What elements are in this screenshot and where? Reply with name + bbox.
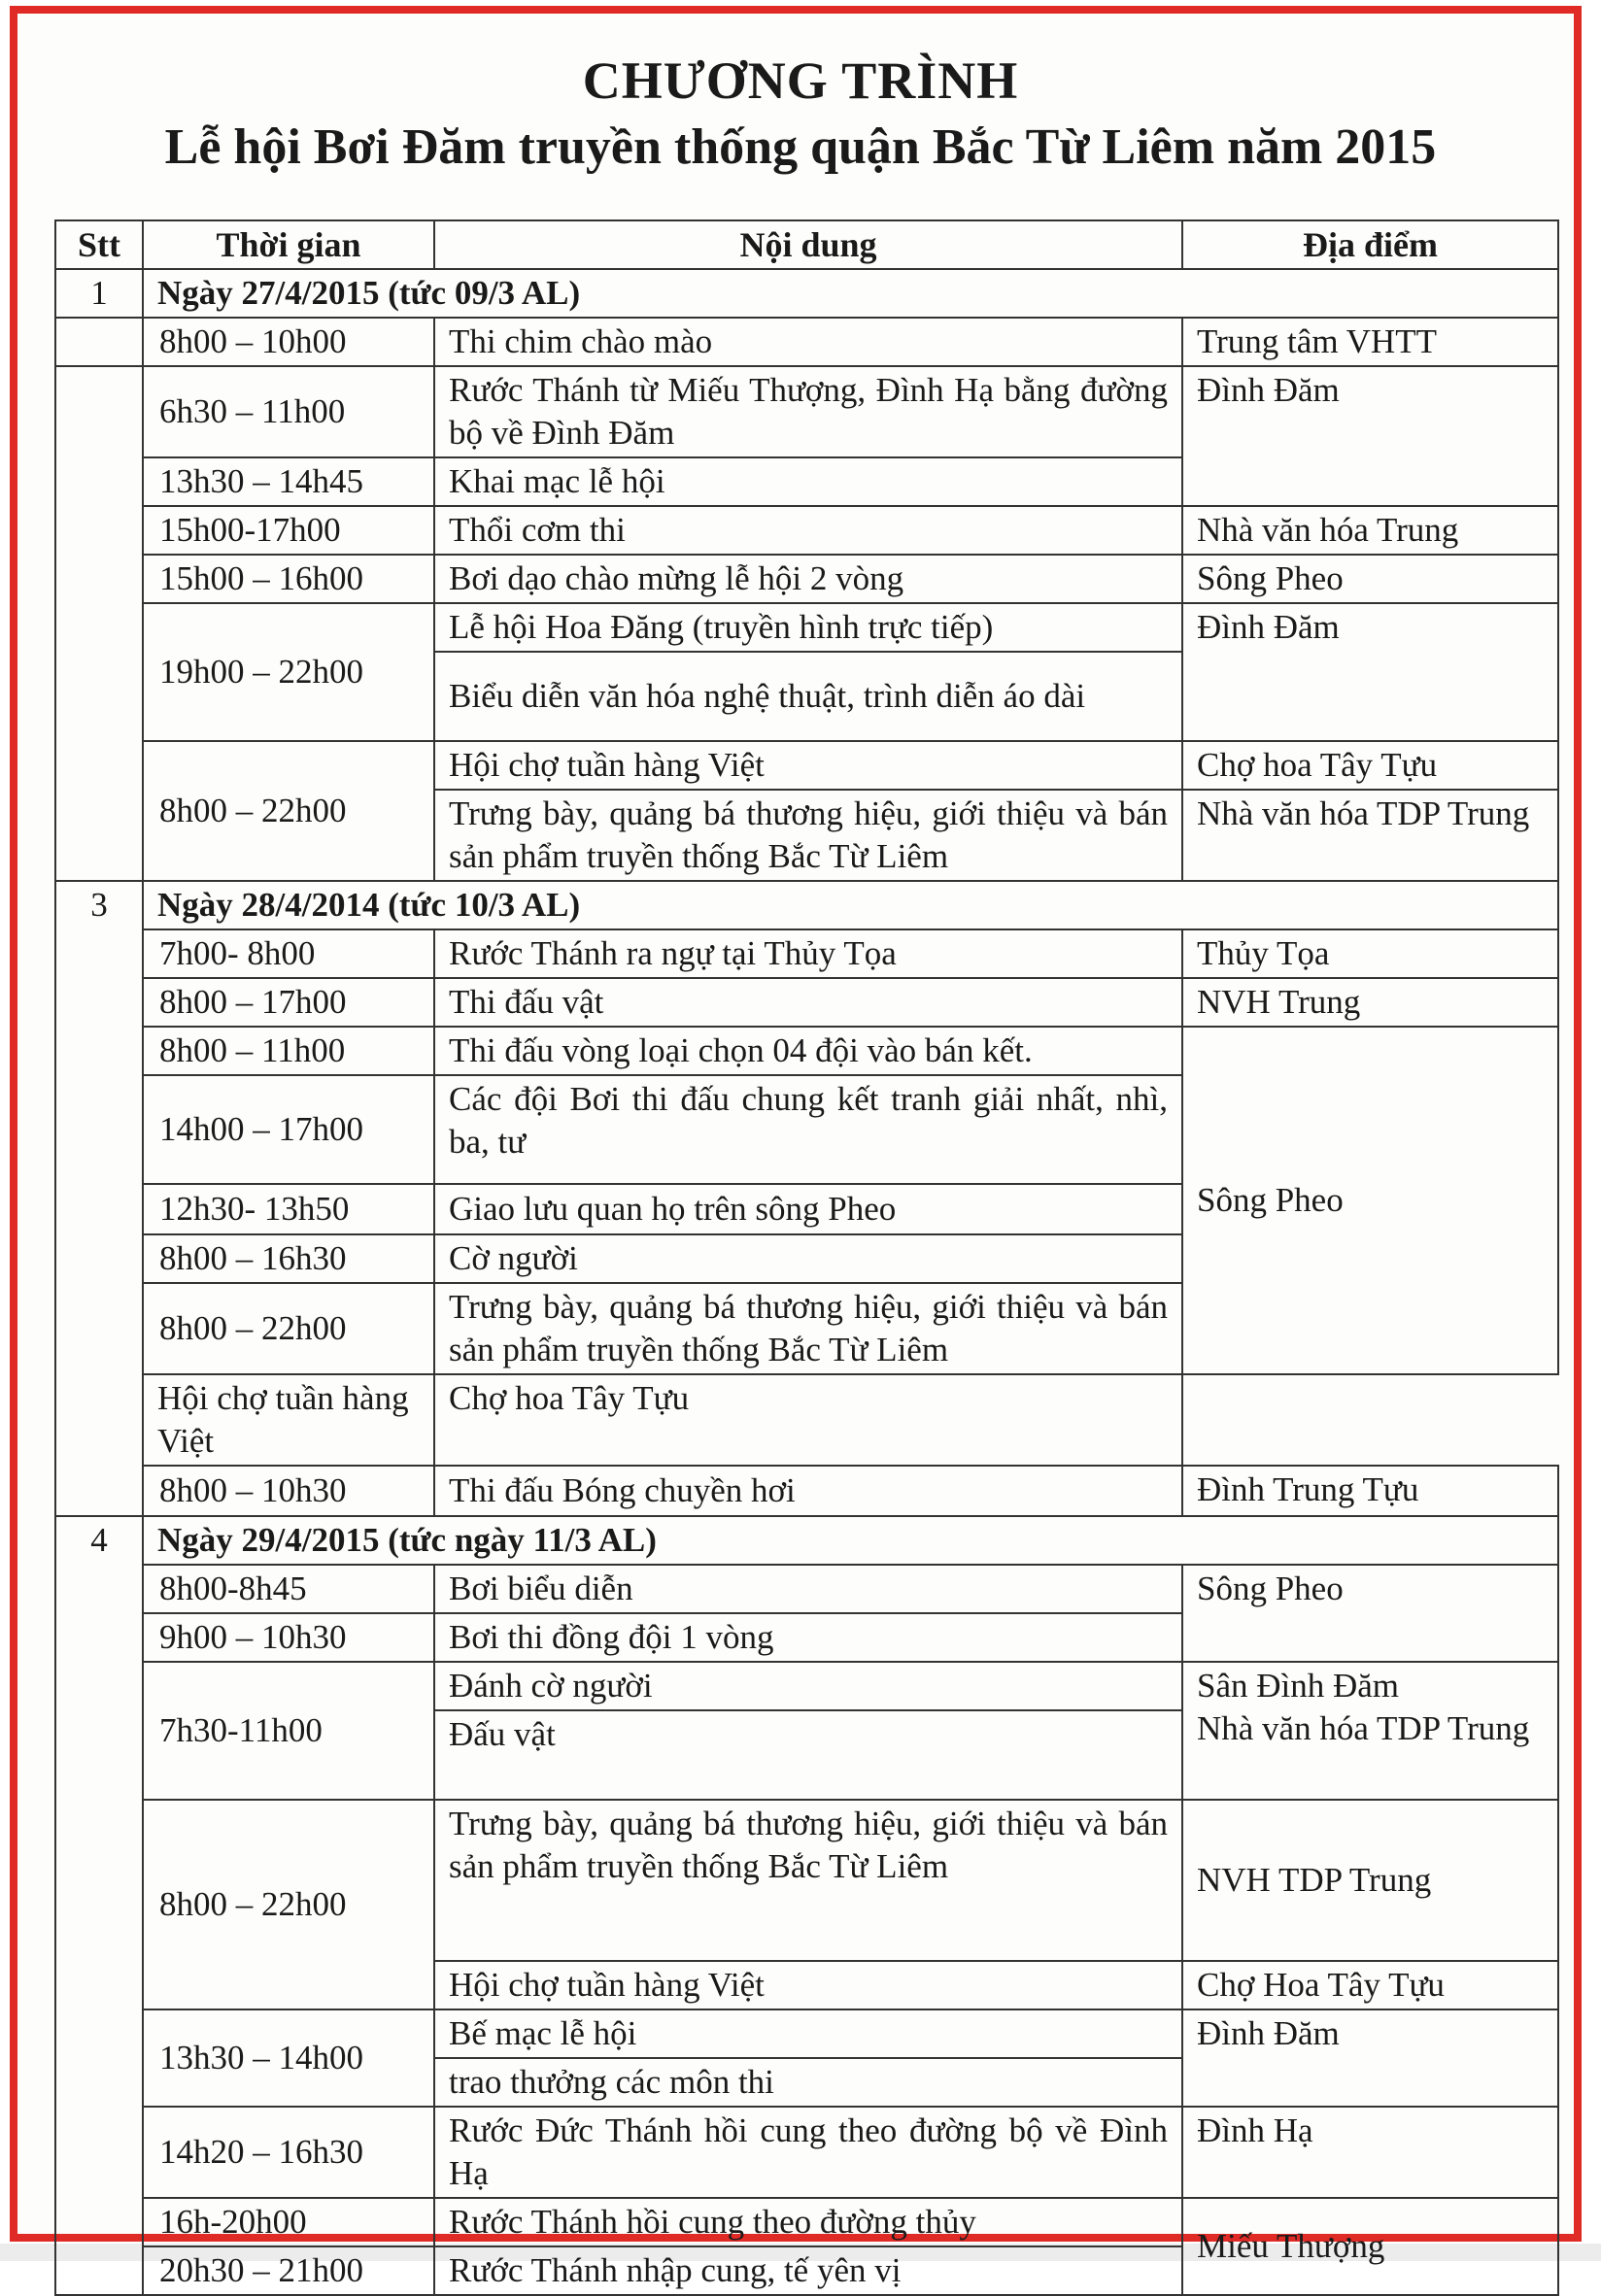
content-cell: Rước Thánh nhập cung, tế yên vị [434, 2246, 1182, 2295]
table-row [55, 1565, 1558, 1613]
content-cell: Khai mạc lễ hội [434, 457, 1182, 506]
content-cell: Lễ hội Hoa Đăng (truyền hình trực tiếp) [434, 603, 1182, 652]
time-cell: 8h00 – 16h30 [143, 1234, 434, 1283]
content-cell: Biểu diễn văn hóa nghệ thuật, trình diễn áo dài [434, 652, 1182, 741]
content-cell: trao thưởng các môn thi [434, 2058, 1182, 2107]
place-cell [1182, 1662, 1558, 1800]
time-cell: 9h00 – 10h30 [143, 1613, 434, 1662]
time-cell: 20h30 – 21h00 [143, 2246, 434, 2295]
table-row [55, 1374, 1558, 1466]
place-cell: Sông Pheo [1182, 1565, 1558, 1662]
content-cell: Rước Thánh ra ngự tại Thủy Tọa [434, 929, 1182, 978]
content-cell: Thi đấu vật [434, 978, 1182, 1027]
table-row [55, 318, 1558, 366]
place-line: Nhà văn hóa TDP Trung [1197, 1709, 1530, 1747]
place-cell: Sông Pheo [1182, 1027, 1558, 1374]
day-row [55, 881, 1558, 929]
place-cell: Chợ hoa Tây Tựu [1182, 741, 1558, 790]
header-place: Địa điểm [1182, 220, 1558, 269]
place-cell: Đình Hạ [1182, 2107, 1558, 2198]
content-cell: Rước Thánh từ Miếu Thượng, Đình Hạ bằng đường bộ về Đình Đăm [434, 366, 1182, 457]
place-cell: Đình Đăm [1182, 603, 1558, 741]
content-cell: Bơi thi đồng đội 1 vòng [434, 1613, 1182, 1662]
content-cell: Rước Thánh hồi cung theo đường thủy [434, 2198, 1182, 2246]
content-cell: Bơi dạo chào mừng lễ hội 2 vòng [434, 555, 1182, 603]
content-cell: Đấu vật [434, 1710, 1182, 1800]
time-cell: 6h30 – 11h00 [143, 366, 434, 457]
stt-cell: 4 [55, 1516, 143, 2295]
place-line: Sân Đình Đăm [1197, 1667, 1400, 1705]
content-cell: Bế mạc lễ hội [434, 2009, 1182, 2058]
header-stt: Stt [55, 220, 143, 269]
day-label: Ngày 28/4/2014 (tức 10/3 AL) [143, 881, 1558, 929]
time-cell: 8h00 – 22h00 [143, 741, 434, 881]
place-cell: Miếu Thượng [1182, 2198, 1558, 2295]
place-cell: Nhà văn hóa TDP Trung [1182, 790, 1558, 881]
table-row [55, 978, 1558, 1027]
place-cell: Trung tâm VHTT [1182, 318, 1558, 366]
time-cell: 8h00-8h45 [143, 1565, 434, 1613]
day-row [55, 269, 1558, 318]
table-row [55, 1466, 1558, 1516]
content-cell: Thi đấu Bóng chuyền hơi [434, 1466, 1182, 1516]
content-cell: Bơi biểu diễn [434, 1565, 1182, 1613]
place-cell: Chợ hoa Tây Tựu [434, 1374, 1182, 1466]
content-cell: Thi đấu vòng loại chọn 04 đội vào bán kết. [434, 1027, 1182, 1075]
content-cell: Cờ người [434, 1234, 1182, 1283]
content-cell: Trưng bày, quảng bá thương hiệu, giới thiệu và bán sản phẩm truyền thống Bắc Từ Liêm [434, 1283, 1182, 1374]
place-cell: Thủy Tọa [1182, 929, 1558, 978]
time-cell: 19h00 – 22h00 [143, 603, 434, 741]
table-row [55, 555, 1558, 603]
content-cell: Rước Đức Thánh hồi cung theo đường bộ về Đình Hạ [434, 2107, 1182, 2198]
time-cell: 8h00 – 11h00 [143, 1027, 434, 1075]
table-row [55, 929, 1558, 978]
place-cell: Đình Đăm [1182, 366, 1558, 506]
header-time: Thời gian [143, 220, 434, 269]
time-cell: 8h00 – 17h00 [143, 978, 434, 1027]
time-cell: 15h00 – 16h00 [143, 555, 434, 603]
place-cell: Đình Đăm [1182, 2009, 1558, 2107]
content-cell: Thi chim chào mào [434, 318, 1182, 366]
time-cell: 8h00 – 22h00 [143, 1283, 434, 1374]
time-cell: 16h-20h00 [143, 2198, 434, 2246]
table-row [55, 506, 1558, 555]
time-cell: 12h30- 13h50 [143, 1184, 434, 1234]
table-row [55, 1027, 1558, 1075]
stt-cell-empty [55, 366, 143, 881]
place-cell: Sông Pheo [1182, 555, 1558, 603]
time-cell: 7h00- 8h00 [143, 929, 434, 978]
time-cell: 14h00 – 17h00 [143, 1075, 434, 1184]
place-cell: NVH Trung [1182, 978, 1558, 1027]
document-title: CHƯƠNG TRÌNH [582, 51, 1019, 110]
table-row [55, 603, 1558, 652]
place-cell: Chợ Hoa Tây Tựu [1182, 1961, 1558, 2009]
content-cell: Trưng bày, quảng bá thương hiệu, giới thiệu và bán sản phẩm truyền thống Bắc Từ Liêm [434, 1800, 1182, 1961]
content-cell: Thổi cơm thi [434, 506, 1182, 555]
content-cell: Đánh cờ người [434, 1662, 1182, 1710]
table-row [55, 2009, 1558, 2058]
time-cell: 8h00 – 10h00 [143, 318, 434, 366]
content-cell: Các đội Bơi thi đấu chung kết tranh giải nhất, nhì, ba, tư [434, 1075, 1182, 1184]
place-cell: Nhà văn hóa Trung [1182, 506, 1558, 555]
place-cell: NVH TDP Trung [1182, 1800, 1558, 1961]
time-cell: 15h00-17h00 [143, 506, 434, 555]
table-row [55, 2198, 1558, 2246]
time-cell: 13h30 – 14h00 [143, 2009, 434, 2107]
day-label: Ngày 27/4/2015 (tức 09/3 AL) [143, 269, 1558, 318]
content-cell: Giao lưu quan họ trên sông Pheo [434, 1184, 1182, 1234]
time-cell: 7h30-11h00 [143, 1662, 434, 1800]
stt-cell-empty [55, 318, 143, 366]
day-label: Ngày 29/4/2015 (tức ngày 11/3 AL) [143, 1516, 1558, 1565]
content-cell: Hội chợ tuần hàng Việt [143, 1374, 434, 1466]
place-cell: Đình Trung Tựu [1182, 1466, 1558, 1516]
content-cell: Hội chợ tuần hàng Việt [434, 741, 1182, 790]
time-cell: 14h20 – 16h30 [143, 2107, 434, 2198]
table-row [55, 366, 1558, 457]
document-subtitle: Lễ hội Bơi Đăm truyền thống quận Bắc Từ Liêm năm 2015 [164, 119, 1437, 175]
content-cell: Trưng bày, quảng bá thương hiệu, giới thiệu và bán sản phẩm truyền thống Bắc Từ Liêm [434, 790, 1182, 881]
time-cell: 8h00 – 22h00 [143, 1800, 434, 2009]
time-cell: 8h00 – 10h30 [143, 1466, 434, 1516]
table-row [55, 741, 1558, 790]
day-row [55, 1516, 1558, 1565]
stt-cell: 1 [55, 269, 143, 318]
header-row [55, 220, 1558, 269]
schedule-table [54, 219, 1559, 2296]
table-row [55, 2107, 1558, 2198]
header-content: Nội dung [434, 220, 1182, 269]
time-cell: 13h30 – 14h45 [143, 457, 434, 506]
table-row [55, 1662, 1558, 1710]
content-cell: Hội chợ tuần hàng Việt [434, 1961, 1182, 2009]
table-row [55, 1800, 1558, 1961]
stt-cell: 3 [55, 881, 143, 1516]
